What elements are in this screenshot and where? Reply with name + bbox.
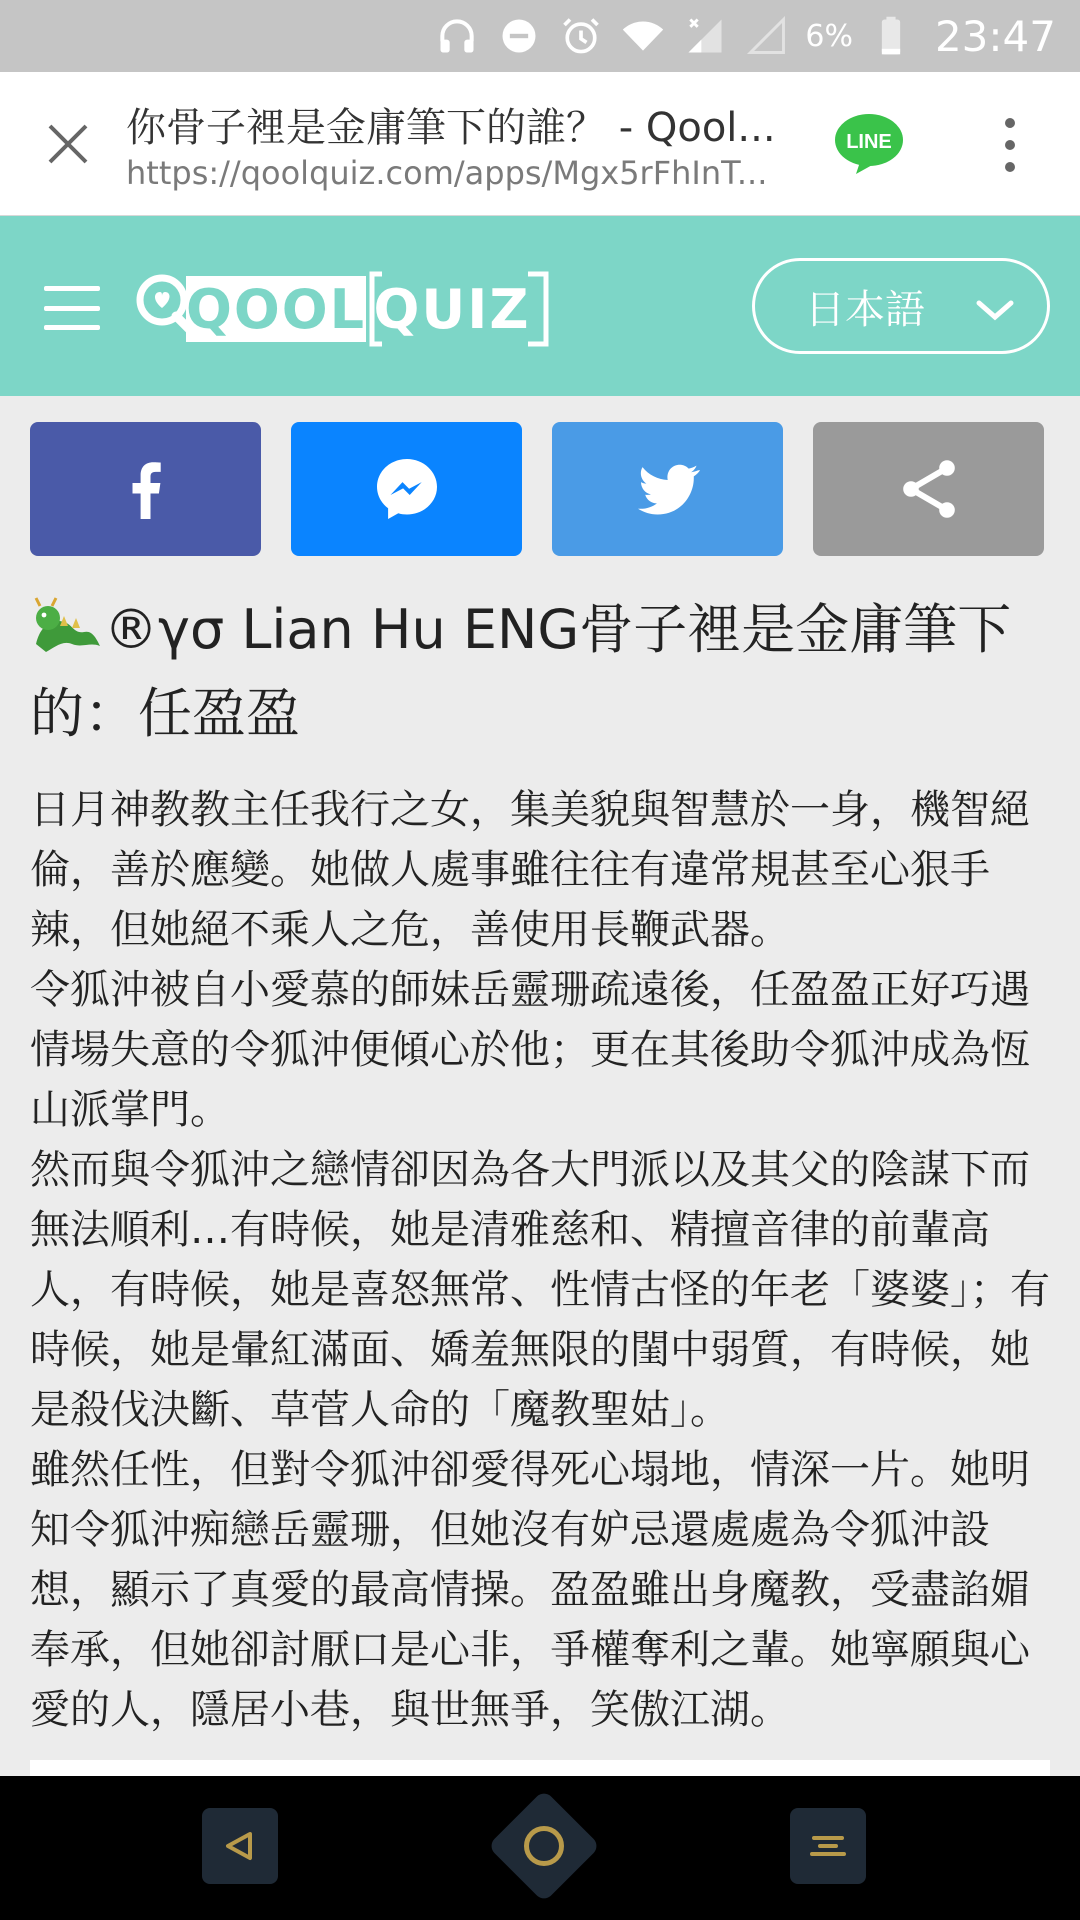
page-title: 你骨子裡是金庸筆下的誰？ - Qool... [126, 105, 776, 151]
twitter-icon [632, 453, 704, 525]
description-paragraph: 日月神教教主任我行之女，集美貌與智慧於一身，機智絕倫，善於應變。她做人處事雖往往有違常規甚至心狠手辣，但她絕不乘人之危，善使用長鞭武器。 [30, 787, 1030, 953]
content-card [30, 1760, 1050, 1776]
browser-tab-header [0, 72, 1080, 216]
result-name-line: ®γσ Lian Hu ENG骨子裡是金庸筆下的：任盈盈 [30, 598, 1012, 745]
battery-percent: 6% [805, 18, 853, 54]
recent-apps-icon[interactable] [790, 1808, 866, 1884]
line-share-button[interactable] [834, 112, 904, 176]
share-buttons [30, 422, 1050, 556]
signal-x-icon [681, 12, 729, 60]
chevron-down-icon [973, 291, 1017, 327]
status-bar [0, 0, 1080, 72]
clock: 23:47 [934, 11, 1056, 61]
result-description [30, 780, 1060, 1740]
result-title [30, 588, 1050, 756]
description-paragraph: 令狐沖被自小愛慕的師妹岳靈珊疏遠後，任盈盈正好巧遇情場失意的令狐沖便傾心於他；更在其後助令狐沖成為恆山派掌門。 [30, 967, 1030, 1133]
svg-text:QUIZ: QUIZ [373, 278, 531, 341]
status-icons [433, 0, 1056, 72]
more-options-icon[interactable] [980, 110, 1040, 180]
twitter-share-button[interactable] [552, 422, 783, 556]
dragon-emoji-icon [30, 596, 104, 656]
language-label: 日本語 [805, 286, 925, 333]
messenger-share-button[interactable] [291, 422, 522, 556]
home-icon [524, 1826, 564, 1866]
description-paragraph: 雖然任性，但對令狐沖卻愛得死心塌地，情深一片。她明知令狐沖痴戀岳靈珊，但她沒有妒忌還處處為令狐沖設想，顯示了真愛的最高情操。盈盈雖出身魔教，受盡諂媚奉承，但她卻討厭口是心非，爭權奪利之輩。她寧願與心愛的人，隱居小巷，與世無爭，笑傲江湖。 [30, 1447, 1030, 1733]
messenger-icon [371, 453, 443, 525]
facebook-icon [110, 453, 182, 525]
system-nav-bar [0, 1776, 1080, 1920]
signal-empty-icon [743, 12, 791, 60]
facebook-share-button[interactable] [30, 422, 261, 556]
alarm-icon [557, 12, 605, 60]
site-nav-bar [0, 216, 1080, 396]
line-label: LINE [846, 131, 892, 153]
generic-share-button[interactable] [813, 422, 1044, 556]
back-icon[interactable] [202, 1808, 278, 1884]
do-not-disturb-icon [495, 12, 543, 60]
wifi-icon [619, 12, 667, 60]
description-paragraph: 然而與令狐沖之戀情卻因為各大門派以及其父的陰謀下而無法順利…有時候，她是清雅慈和、精擅音律的前輩高人，有時候，她是喜怒無常、性情古怪的年老「婆婆」；有時候，她是暈紅滿面、嬌羞無限的閨中弱質，有時候，她是殺伐決斷、草菅人命的「魔教聖姑」。 [30, 1147, 1050, 1433]
share-icon [893, 453, 965, 525]
language-select[interactable] [752, 258, 1050, 354]
close-icon[interactable] [36, 112, 100, 176]
headphones-icon [433, 12, 481, 60]
battery-icon [867, 12, 915, 60]
hamburger-menu-icon[interactable] [44, 286, 100, 330]
svg-text:QOOL: QOOL [185, 278, 367, 341]
qoolquiz-logo[interactable] [132, 264, 562, 356]
page-url: https://qoolquiz.com/apps/Mgx5rFhInT... [126, 154, 768, 192]
